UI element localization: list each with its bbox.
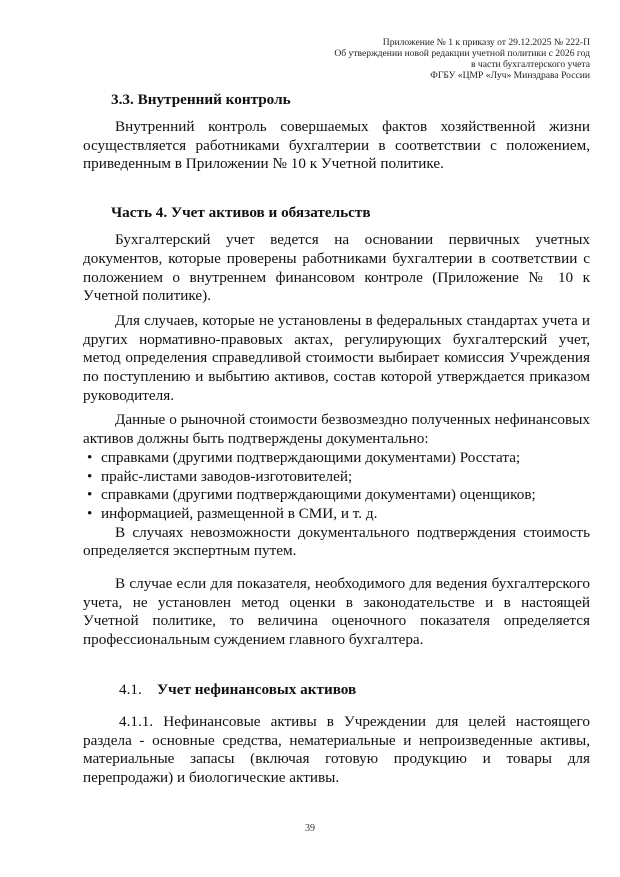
- page-body: [83, 0, 590, 788]
- section-4-1-paragraph: 4.1.1. Нефинансовые активы в Учреждении для целей настоящего раздела - основные средства, нематериальные и непроизведенные активы, материальные запасы (включая готовую продукцию и товары для перепродажи) и биологические активы.: [83, 712, 590, 786]
- header-line: ФГБУ «ЦМР «Луч» Минздрава России: [430, 70, 590, 81]
- header-line: Приложение № 1 к приказу от 29.12.2025 № 222-П: [382, 37, 590, 48]
- bullet-icon: •: [87, 486, 93, 504]
- list-item: • справками (другими подтверждающими документами) Росстата;: [87, 448, 521, 466]
- section-4-1-heading: [119, 680, 590, 699]
- list-item: • справками (другими подтверждающими документами) оценщиков;: [87, 486, 536, 504]
- header-line: Об утверждении новой редакции учетной политики с 2026 год: [334, 48, 590, 59]
- part-4-paragraph-3: Данные о рыночной стоимости безвозмездно полученных нефинансовых активов должны быть подтверждены документально:: [83, 411, 590, 448]
- expert-valuation-paragraph: В случаях невозможности документального подтверждения стоимость определяется экспертным путем.: [83, 523, 590, 560]
- section-3-3-heading: 3.3. Внутренний контроль: [111, 91, 291, 108]
- part-4-paragraph-2: Для случаев, которые не установлены в федеральных стандартах учета и других нормативно-правовых актах, регулирующих бухгалтерский учет, метод определения справедливой стоимости выбирает комиссия Учреждения по поступлению и выбытию активов, состав которой утверждается приказом руководителя.: [83, 311, 590, 404]
- list-item: • прайс-листами заводов-изготовителей;: [87, 467, 353, 485]
- bullet-icon: •: [87, 467, 93, 485]
- bullet-icon: •: [87, 504, 93, 522]
- list-item: • информацией, размещенной в СМИ, и т. д.: [87, 504, 378, 522]
- section-4-1-title: Учет нефинансовых активов: [157, 680, 357, 698]
- evidence-list: [83, 449, 590, 524]
- header-line: в части бухгалтерского учета: [471, 59, 590, 70]
- page-number: 39: [305, 823, 315, 834]
- part-4-heading: Часть 4. Учет активов и обязательств: [111, 204, 371, 222]
- part-4-paragraph-1: Бухгалтерский учет ведется на основании первичных учетных документов, которые проверены работниками бухгалтерии в соответствии с положением о внутреннем финансовом контроле (Приложение № 10 к Учетной политике).: [83, 231, 590, 305]
- estimate-paragraph: В случае если для показателя, необходимого для ведения бухгалтерского учета, не установлен метод оценки в законодательстве и в настоящей Учетной политике, то величина оценочного показателя определяется профессиональным суждением главного бухгалтера.: [83, 575, 590, 649]
- bullet-icon: •: [87, 448, 93, 466]
- section-4-1-number: 4.1.: [119, 680, 142, 698]
- section-3-3-paragraph: Внутренний контроль совершаемых фактов хозяйственной жизни осуществляется работниками бухгалтерии в соответствии с положением, приведенным в Приложении № 10 к Учетной политике.: [83, 118, 590, 173]
